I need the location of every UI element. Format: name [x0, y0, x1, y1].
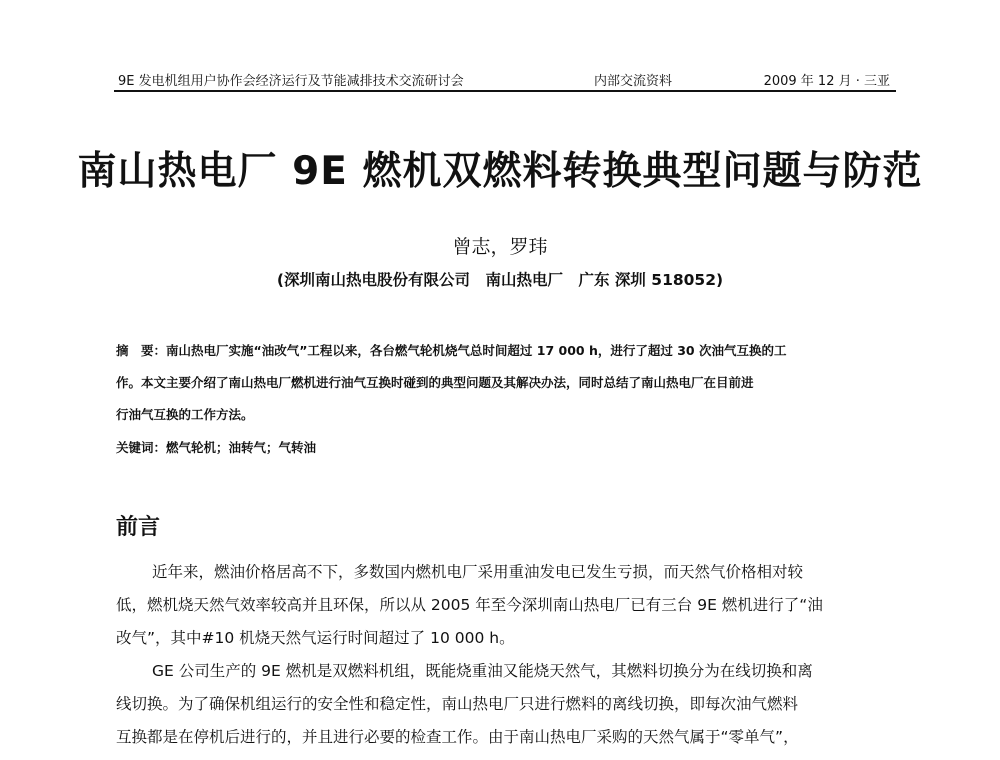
body-line: 近年来，燃油价格居高不下，多数国内燃机电厂采用重油发电已发生亏损，而天然气价格相对较 — [152, 563, 804, 581]
abstract-line: 行油气互换的工作方法。 — [116, 407, 254, 422]
abstract-line: 摘 要：南山热电厂实施“油改气”工程以来，各台燃气轮机烧气总时间超过 17 000 h，进行了超过 30 次油气互换的工 — [116, 343, 787, 358]
section-heading: 前言 — [116, 515, 161, 540]
paper-authors: 曾志，罗玮 — [452, 236, 548, 258]
body-line: 低，燃机烧天然气效率较高并且环保，所以从 2005 年至今深圳南山热电厂已有三台 9E 燃机进行了“油 — [116, 596, 823, 614]
paper-title: 南山热电厂 9E 燃机双燃料转换典型问题与防范 — [77, 149, 923, 194]
body-line: 互换都是在停机后进行的，并且进行必要的检查工作。由于南山热电厂采购的天然气属于“零单气”， — [116, 728, 799, 746]
keywords: 关键词：燃气轮机；油转气；气转油 — [116, 440, 317, 455]
header-classification: 内部交流资料 — [594, 74, 673, 89]
running-header — [114, 66, 896, 92]
body-paragraphs — [116, 556, 900, 754]
abstract-block — [116, 335, 896, 431]
abstract-line: 作。本文主要介绍了南山热电厂燃机进行油气互换时碰到的典型问题及其解决办法，同时总结了南山热电厂在目前进 — [116, 375, 754, 390]
header-date: 2009 年 12 月 · 三亚 — [763, 74, 890, 89]
paper-affiliation: (深圳南山热电股份有限公司 南山热电厂 广东 深圳 518052) — [276, 271, 724, 289]
header-conference: 9E 发电机组用户协作会经济运行及节能减排技术交流研讨会 — [118, 74, 464, 89]
body-line: 线切换。为了确保机组运行的安全性和稳定性，南山热电厂只进行燃料的离线切换，即每次油气燃料 — [116, 695, 799, 713]
body-line: GE 公司生产的 9E 燃机是双燃料机组，既能烧重油又能烧天然气，其燃料切换分为在线切换和离 — [152, 662, 813, 680]
body-line: 改气”，其中#10 机烧天然气运行时间超过了 10 000 h。 — [116, 629, 515, 647]
